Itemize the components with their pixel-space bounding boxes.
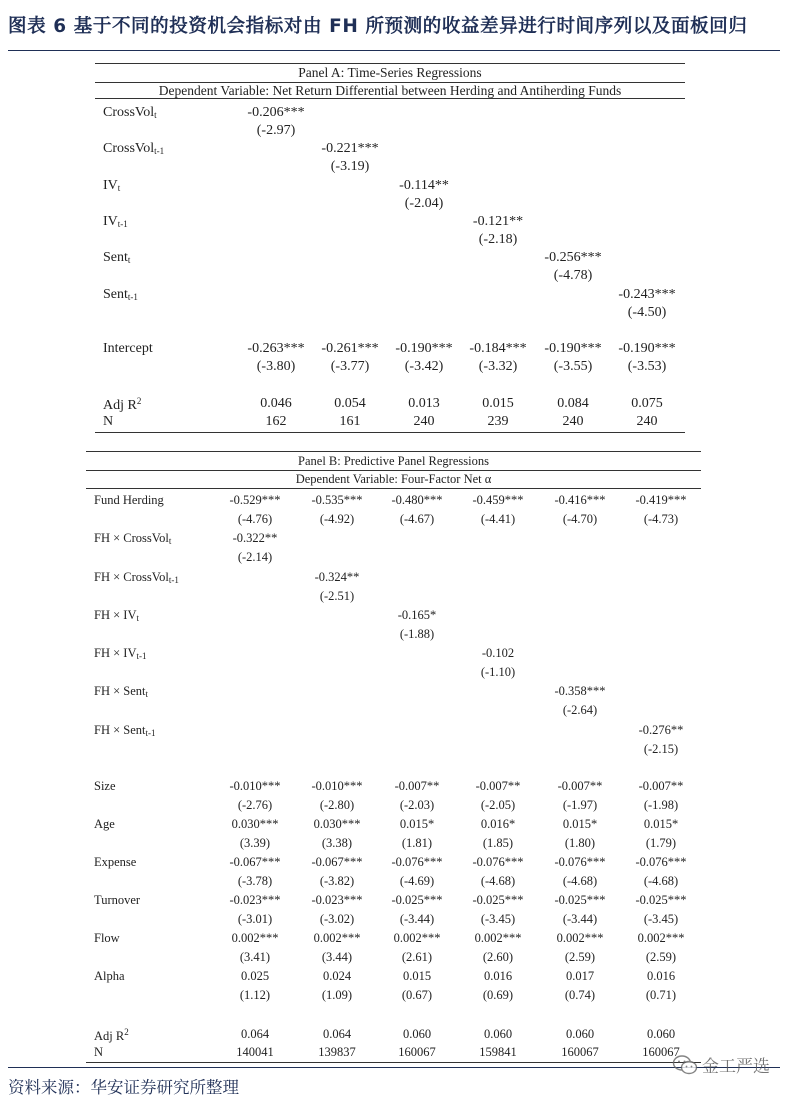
panel-b-title: Panel B: Predictive Panel Regressions [298,454,489,468]
value-cell: 161 [339,414,361,429]
value-cell: 160067 [561,1045,599,1059]
coef-cell: -0.067*** [311,855,363,869]
table-row-tstat [86,874,701,892]
table-row-flow [86,931,701,949]
table-row-tstat [86,836,701,854]
coef-cell: -0.007** [557,779,603,793]
table-row-crossvol-t-1 [95,141,685,159]
row-label: Alpha [94,969,125,983]
tstat-cell: (3.44) [321,950,353,964]
tstat-cell: (1.12) [239,988,271,1002]
tstat-cell: (3.39) [239,836,271,850]
tstat-cell: (0.71) [645,988,677,1002]
value-cell: 0.064 [240,1027,270,1041]
tstat-cell: (2.60) [482,950,514,964]
value-cell: 0.064 [322,1027,352,1041]
table-row-n [86,1045,701,1063]
tstat-cell: (-4.92) [319,512,355,526]
coef-cell: 0.002*** [231,931,279,945]
table-row-tstat [95,232,685,250]
panel-a-title: Panel A: Time-Series Regressions [298,65,482,80]
tstat-cell: (-4.68) [480,874,516,888]
coef-cell: 0.002*** [556,931,604,945]
coef-cell: 0.024 [322,969,352,983]
coef-cell: -0.459*** [472,493,524,507]
value-cell: 0.013 [408,396,440,411]
value-cell: 139837 [318,1045,356,1059]
coef-cell: 0.002*** [313,931,361,945]
table-rule [86,1062,701,1063]
row-label: FH × CrossVol$_{t-1}$ [94,570,179,585]
row-label: Fund Herding [94,493,164,507]
value-cell: 0.015 [482,396,514,411]
table-row-intercept [95,341,685,359]
coef-cell: -0.221*** [321,141,379,156]
tstat-cell: (-3.53) [627,359,667,374]
coef-cell: -0.535*** [311,493,363,507]
coef-cell: 0.030*** [313,817,361,831]
coef-cell: 0.002*** [637,931,685,945]
tstat-cell: (1.79) [645,836,677,850]
value-cell: 140041 [236,1045,274,1059]
table-row-fund-herding [86,493,701,511]
tstat-cell: (-2.04) [404,196,444,211]
coef-cell: -0.114** [399,178,449,193]
table-row-tstat [86,950,701,968]
row-label: FH × CrossVol$_t$ [94,531,172,546]
coef-cell: 0.016 [483,969,513,983]
coef-cell: -0.358*** [554,684,606,698]
tstat-cell: (1.80) [564,836,596,850]
row-label: FH × $IV_t$ [94,608,139,623]
row-label: Sent$_t$ [103,250,131,265]
row-label: Sent$_{t-1}$ [103,287,138,302]
tstat-cell: (-3.45) [480,912,516,926]
table-row-adj-r2 [86,1027,701,1045]
tstat-cell: (-2.03) [399,798,435,812]
title-divider [8,50,780,51]
value-cell: 0.046 [260,396,292,411]
tstat-cell: (-2.76) [237,798,273,812]
row-label: CrossVol$_t$ [103,105,157,120]
tstat-cell: (-3.82) [319,874,355,888]
tstat-cell: (-3.44) [399,912,435,926]
coef-cell: -0.076*** [391,855,443,869]
tstat-cell: (-3.78) [237,874,273,888]
row-label: Expense [94,855,137,869]
tstat-cell: (-4.78) [553,268,593,283]
table-row-expense [86,855,701,873]
value-cell: 159841 [479,1045,517,1059]
table-rule [86,470,701,471]
table-row-age [86,817,701,835]
table-row-tstat [86,512,701,530]
row-label: N [103,414,114,429]
tstat-cell: (1.85) [482,836,514,850]
tstat-cell: (-3.42) [404,359,444,374]
tstat-cell: (-2.80) [319,798,355,812]
tstat-cell: (-4.70) [562,512,598,526]
row-label: Intercept [103,341,153,356]
row-label: FH × Sent$_{t-1}$ [94,723,156,738]
tstat-cell: (-2.64) [562,703,598,717]
tstat-cell: (0.67) [401,988,433,1002]
coef-cell: -0.206*** [247,105,305,120]
coef-cell: -0.324** [314,570,360,584]
row-label: Adj $R^2$ [103,396,142,413]
tstat-cell: (-4.50) [627,305,667,320]
value-cell: 0.060 [565,1027,595,1041]
coef-cell: -0.416*** [554,493,606,507]
row-label: CrossVol$_{t-1}$ [103,141,165,156]
table-row-tstat [86,550,701,568]
table-row-sent-t-1 [95,287,685,305]
row-label: N [94,1045,104,1059]
coef-cell: -0.025*** [391,893,443,907]
tstat-cell: (-3.77) [330,359,370,374]
tstat-cell: (-4.68) [643,874,679,888]
table-row-crossvol-t [95,105,685,123]
row-label: Turnover [94,893,141,907]
tstat-cell: (-3.01) [237,912,273,926]
table-row-tstat [86,912,701,930]
table-rule [95,63,685,64]
coef-cell: -0.102 [481,646,515,660]
value-cell: 0.075 [631,396,663,411]
coef-cell: -0.322** [232,531,278,545]
coef-cell: -0.067*** [229,855,281,869]
coef-cell: -0.007** [475,779,521,793]
coef-cell: 0.015* [643,817,679,831]
tstat-cell: (2.59) [645,950,677,964]
row-label: FH × Sent$_t$ [94,684,149,699]
tstat-cell: (-3.45) [643,912,679,926]
tstat-cell: (2.61) [401,950,433,964]
tstat-cell: (-1.97) [562,798,598,812]
coef-cell: 0.015* [399,817,435,831]
tstat-cell: (-3.55) [553,359,593,374]
coef-cell: -0.025*** [472,893,524,907]
value-cell: 160067 [642,1045,680,1059]
coef-cell: -0.023*** [311,893,363,907]
table-row-tstat [86,988,701,1006]
coef-cell: -0.261*** [321,341,379,356]
coef-cell: -0.121** [472,214,524,229]
table-row-fh-iv-t-1 [86,646,701,664]
value-cell: 0.084 [557,396,589,411]
tstat-cell: (-3.19) [330,159,370,174]
table-row-tstat [86,798,701,816]
coef-cell: 0.030*** [231,817,279,831]
table-row-turnover [86,893,701,911]
table-row-tstat [86,589,701,607]
coef-cell: -0.243*** [618,287,676,302]
wechat-icon [672,1054,698,1076]
table-row-tstat [86,703,701,721]
value-cell: 160067 [398,1045,436,1059]
value-cell: 0.060 [646,1027,676,1041]
tstat-cell: (-1.98) [643,798,679,812]
table-row-fh-crossvol-t-1 [86,570,701,588]
table-row-fh-iv-t [86,608,701,626]
row-label: Size [94,779,116,793]
coef-cell: -0.529*** [229,493,281,507]
row-label: Age [94,817,115,831]
table-row-tstat [95,159,685,177]
coef-cell: -0.190*** [618,341,676,356]
coef-cell: -0.076*** [635,855,687,869]
coef-cell: 0.016 [646,969,676,983]
coef-cell: -0.076*** [554,855,606,869]
coef-cell: -0.010*** [311,779,363,793]
coef-cell: -0.010*** [229,779,281,793]
coef-cell: -0.184*** [469,341,527,356]
table-row-tstat [86,742,701,760]
coef-cell: -0.025*** [635,893,687,907]
coef-cell: 0.016* [480,817,516,831]
tstat-cell: (0.74) [564,988,596,1002]
table-row-fh-sent-t [86,684,701,702]
coef-cell: 0.025 [240,969,270,983]
row-label: Adj $R^2$ [94,1027,129,1043]
tstat-cell: (3.41) [239,950,271,964]
table-row-size [86,779,701,797]
tstat-cell: (-2.14) [237,550,273,564]
coef-cell: -0.025*** [554,893,606,907]
coef-cell: -0.190*** [544,341,602,356]
tstat-cell: (-2.15) [643,742,679,756]
tstat-cell: (-4.76) [237,512,273,526]
coef-cell: -0.165* [397,608,437,622]
table-row-alpha [86,969,701,987]
row-label: $IV_{t-1}$ [103,214,128,229]
tstat-cell: (2.59) [564,950,596,964]
panel-b-dependent-variable: Dependent Variable: Four-Factor Net α [295,472,492,486]
row-label: $IV_t$ [103,178,121,193]
coef-cell: -0.276** [638,723,684,737]
table-rule [86,451,701,452]
tstat-cell: (-4.68) [562,874,598,888]
source-divider [8,1067,780,1068]
coef-cell: 0.002*** [393,931,441,945]
coef-cell: -0.007** [394,779,440,793]
table-row-n [95,414,685,432]
watermark [672,1052,770,1077]
coef-cell: 0.015* [562,817,598,831]
tstat-cell: (-4.69) [399,874,435,888]
source-note: 资料来源：华安证券研究所整理 [8,1078,239,1097]
tstat-cell: (-4.67) [399,512,435,526]
tstat-cell: (-2.51) [319,589,355,603]
table-row-iv-t-1 [95,214,685,232]
table-rule [86,488,701,489]
tstat-cell: (-2.97) [256,123,296,138]
table-row-tstat [86,627,701,645]
value-cell: 0.060 [483,1027,513,1041]
coef-cell: -0.480*** [391,493,443,507]
table-row-fh-crossvol-t [86,531,701,549]
value-cell: 240 [636,414,658,429]
table-row-tstat [95,305,685,323]
coef-cell: -0.007** [638,779,684,793]
watermark-text: 金工严选 [702,1057,770,1077]
table-row-tstat [95,196,685,214]
tstat-cell: (-3.32) [478,359,518,374]
tstat-cell: (-4.41) [480,512,516,526]
coef-cell: -0.023*** [229,893,281,907]
coef-cell: 0.002*** [474,931,522,945]
tstat-cell: (-4.73) [643,512,679,526]
tstat-cell: (3.38) [321,836,353,850]
row-label: FH × $IV_{t-1}$ [94,646,147,661]
value-cell: 162 [265,414,287,429]
table-row-tstat [95,359,685,377]
coef-cell: -0.263*** [247,341,305,356]
tstat-cell: (-2.18) [478,232,518,247]
value-cell: 240 [413,414,435,429]
value-cell: 0.060 [402,1027,432,1041]
table-rule [95,98,685,99]
value-cell: 0.054 [334,396,366,411]
value-cell: 240 [562,414,584,429]
tstat-cell: (-2.05) [480,798,516,812]
table-row-tstat [95,268,685,286]
panel-a-dependent-variable: Dependent Variable: Net Return Differential between Herding and Antiherding Funds [158,83,622,98]
table-row-iv-t [95,178,685,196]
tstat-cell: (1.81) [401,836,433,850]
tstat-cell: (-1.88) [399,627,435,641]
coef-cell: -0.076*** [472,855,524,869]
coef-cell: 0.017 [565,969,595,983]
tstat-cell: (-3.80) [256,359,296,374]
table-rule [95,432,685,433]
table-row-tstat [95,123,685,141]
value-cell: 239 [487,414,509,429]
tstat-cell: (-3.02) [319,912,355,926]
figure-title: 图表 6 基于不同的投资机会指标对由 FH 所预测的收益差异进行时间序列以及面板回归 [8,16,748,37]
table-row-fh-sent-t-1 [86,723,701,741]
table-row-adj-r2 [95,396,685,414]
coef-cell: -0.256*** [544,250,602,265]
coef-cell: 0.015 [402,969,432,983]
tstat-cell: (0.69) [482,988,514,1002]
tstat-cell: (-1.10) [480,665,516,679]
coef-cell: -0.419*** [635,493,687,507]
table-row-tstat [86,665,701,683]
coef-cell: -0.190*** [395,341,453,356]
tstat-cell: (1.09) [321,988,353,1002]
tstat-cell: (-3.44) [562,912,598,926]
table-row-sent-t [95,250,685,268]
row-label: Flow [94,931,120,945]
